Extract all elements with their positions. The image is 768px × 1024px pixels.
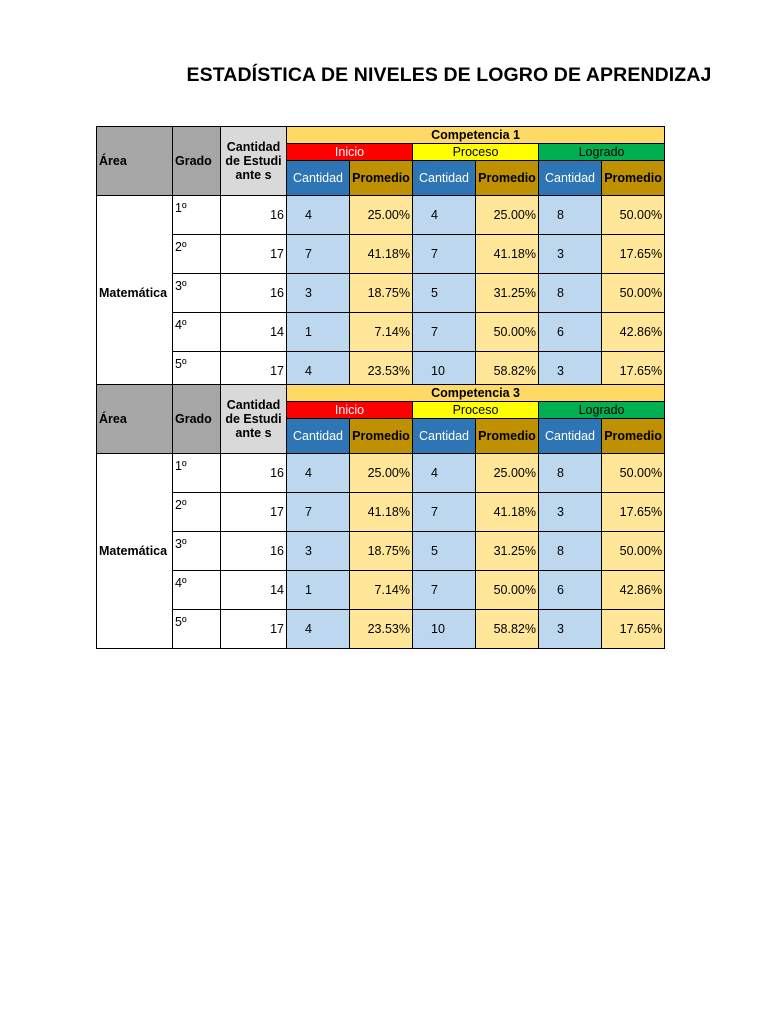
proceso-promedio-cell: 25.00% [476, 196, 539, 235]
logrado-cantidad-cell: 8 [539, 454, 602, 493]
inicio-cantidad-cell: 7 [287, 493, 350, 532]
table-row [97, 493, 665, 532]
logrado-promedio-cell: 17.65% [602, 610, 665, 649]
grado-cell: 1º [173, 454, 221, 493]
grado-cell: 4º [173, 571, 221, 610]
proceso-promedio-cell: 41.18% [476, 493, 539, 532]
estudiantes-cell: 16 [221, 274, 287, 313]
proceso-promedio-header: Promedio [476, 161, 539, 196]
proceso-cantidad-header: Cantidad [413, 419, 476, 454]
page-title: ESTADÍSTICA DE NIVELES DE LOGRO DE APRENDIZAJ [186, 64, 712, 86]
logrado-cantidad-header: Cantidad [539, 161, 602, 196]
inicio-cantidad-cell: 4 [287, 454, 350, 493]
logrado-promedio-cell: 42.86% [602, 313, 665, 352]
logrado-promedio-cell: 50.00% [602, 532, 665, 571]
inicio-promedio-cell: 23.53% [350, 610, 413, 649]
inicio-cantidad-cell: 1 [287, 571, 350, 610]
inicio-header: Inicio [287, 402, 413, 419]
stats-table-competencia-1 [96, 126, 665, 391]
proceso-promedio-cell: 25.00% [476, 454, 539, 493]
area-header: Área [97, 127, 173, 196]
inicio-promedio-cell: 7.14% [350, 571, 413, 610]
area-cell: Matemática [97, 454, 173, 649]
table-row [97, 610, 665, 649]
logrado-cantidad-cell: 8 [539, 532, 602, 571]
logrado-cantidad-cell: 3 [539, 493, 602, 532]
proceso-cantidad-header: Cantidad [413, 161, 476, 196]
inicio-cantidad-cell: 4 [287, 352, 350, 391]
proceso-promedio-cell: 31.25% [476, 274, 539, 313]
inicio-promedio-cell: 41.18% [350, 493, 413, 532]
logrado-promedio-cell: 17.65% [602, 352, 665, 391]
logrado-cantidad-cell: 8 [539, 274, 602, 313]
table-row [97, 313, 665, 352]
table-row [97, 196, 665, 235]
proceso-cantidad-cell: 7 [413, 493, 476, 532]
competencia-header: Competencia 3 [287, 385, 665, 402]
inicio-promedio-cell: 23.53% [350, 352, 413, 391]
grado-cell: 4º [173, 313, 221, 352]
inicio-promedio-cell: 25.00% [350, 196, 413, 235]
table-row [97, 571, 665, 610]
logrado-promedio-cell: 42.86% [602, 571, 665, 610]
estudiantes-cell: 17 [221, 352, 287, 391]
logrado-promedio-header: Promedio [602, 419, 665, 454]
proceso-promedio-cell: 50.00% [476, 571, 539, 610]
estudiantes-cell: 17 [221, 493, 287, 532]
inicio-cantidad-header: Cantidad [287, 161, 350, 196]
estudiantes-cell: 14 [221, 571, 287, 610]
proceso-cantidad-cell: 7 [413, 571, 476, 610]
proceso-cantidad-cell: 4 [413, 196, 476, 235]
logrado-promedio-header: Promedio [602, 161, 665, 196]
table-row [97, 235, 665, 274]
inicio-header: Inicio [287, 144, 413, 161]
proceso-cantidad-cell: 4 [413, 454, 476, 493]
area-header: Área [97, 385, 173, 454]
inicio-cantidad-cell: 4 [287, 196, 350, 235]
grado-header: Grado [173, 385, 221, 454]
logrado-header: Logrado [539, 144, 665, 161]
inicio-cantidad-cell: 3 [287, 274, 350, 313]
cantidad-estudiantes-header: Cantidad de Estudiante s [221, 385, 287, 454]
proceso-header: Proceso [413, 144, 539, 161]
proceso-promedio-cell: 41.18% [476, 235, 539, 274]
inicio-promedio-cell: 25.00% [350, 454, 413, 493]
proceso-promedio-header: Promedio [476, 419, 539, 454]
logrado-cantidad-cell: 3 [539, 235, 602, 274]
logrado-cantidad-header: Cantidad [539, 419, 602, 454]
table-row [97, 454, 665, 493]
table-body [97, 196, 665, 391]
inicio-promedio-cell: 7.14% [350, 313, 413, 352]
proceso-cantidad-cell: 5 [413, 274, 476, 313]
proceso-cantidad-cell: 7 [413, 235, 476, 274]
grado-header: Grado [173, 127, 221, 196]
logrado-cantidad-cell: 8 [539, 196, 602, 235]
proceso-cantidad-cell: 5 [413, 532, 476, 571]
estudiantes-cell: 17 [221, 610, 287, 649]
proceso-cantidad-cell: 10 [413, 352, 476, 391]
grado-cell: 1º [173, 196, 221, 235]
table-body [97, 454, 665, 649]
logrado-promedio-cell: 50.00% [602, 196, 665, 235]
inicio-promedio-cell: 18.75% [350, 532, 413, 571]
competencia-header: Competencia 1 [287, 127, 665, 144]
estudiantes-cell: 16 [221, 196, 287, 235]
inicio-promedio-header: Promedio [350, 419, 413, 454]
proceso-promedio-cell: 31.25% [476, 532, 539, 571]
estudiantes-cell: 16 [221, 532, 287, 571]
inicio-cantidad-cell: 3 [287, 532, 350, 571]
logrado-header: Logrado [539, 402, 665, 419]
logrado-cantidad-cell: 6 [539, 571, 602, 610]
estudiantes-cell: 16 [221, 454, 287, 493]
proceso-promedio-cell: 58.82% [476, 610, 539, 649]
area-cell: Matemática [97, 196, 173, 391]
estudiantes-cell: 17 [221, 235, 287, 274]
table-row [97, 532, 665, 571]
grado-cell: 5º [173, 352, 221, 391]
grado-cell: 2º [173, 493, 221, 532]
logrado-promedio-cell: 50.00% [602, 454, 665, 493]
proceso-promedio-cell: 58.82% [476, 352, 539, 391]
table-row [97, 274, 665, 313]
logrado-cantidad-cell: 3 [539, 352, 602, 391]
inicio-promedio-cell: 41.18% [350, 235, 413, 274]
inicio-cantidad-cell: 4 [287, 610, 350, 649]
grado-cell: 3º [173, 532, 221, 571]
proceso-promedio-cell: 50.00% [476, 313, 539, 352]
logrado-promedio-cell: 50.00% [602, 274, 665, 313]
grado-cell: 5º [173, 610, 221, 649]
inicio-cantidad-cell: 7 [287, 235, 350, 274]
inicio-promedio-header: Promedio [350, 161, 413, 196]
cantidad-estudiantes-header: Cantidad de Estudiante s [221, 127, 287, 196]
grado-cell: 3º [173, 274, 221, 313]
proceso-cantidad-cell: 10 [413, 610, 476, 649]
stats-table-competencia-3 [96, 384, 665, 649]
estudiantes-cell: 14 [221, 313, 287, 352]
logrado-promedio-cell: 17.65% [602, 493, 665, 532]
inicio-promedio-cell: 18.75% [350, 274, 413, 313]
inicio-cantidad-header: Cantidad [287, 419, 350, 454]
logrado-promedio-cell: 17.65% [602, 235, 665, 274]
proceso-cantidad-cell: 7 [413, 313, 476, 352]
logrado-cantidad-cell: 6 [539, 313, 602, 352]
grado-cell: 2º [173, 235, 221, 274]
inicio-cantidad-cell: 1 [287, 313, 350, 352]
proceso-header: Proceso [413, 402, 539, 419]
logrado-cantidad-cell: 3 [539, 610, 602, 649]
